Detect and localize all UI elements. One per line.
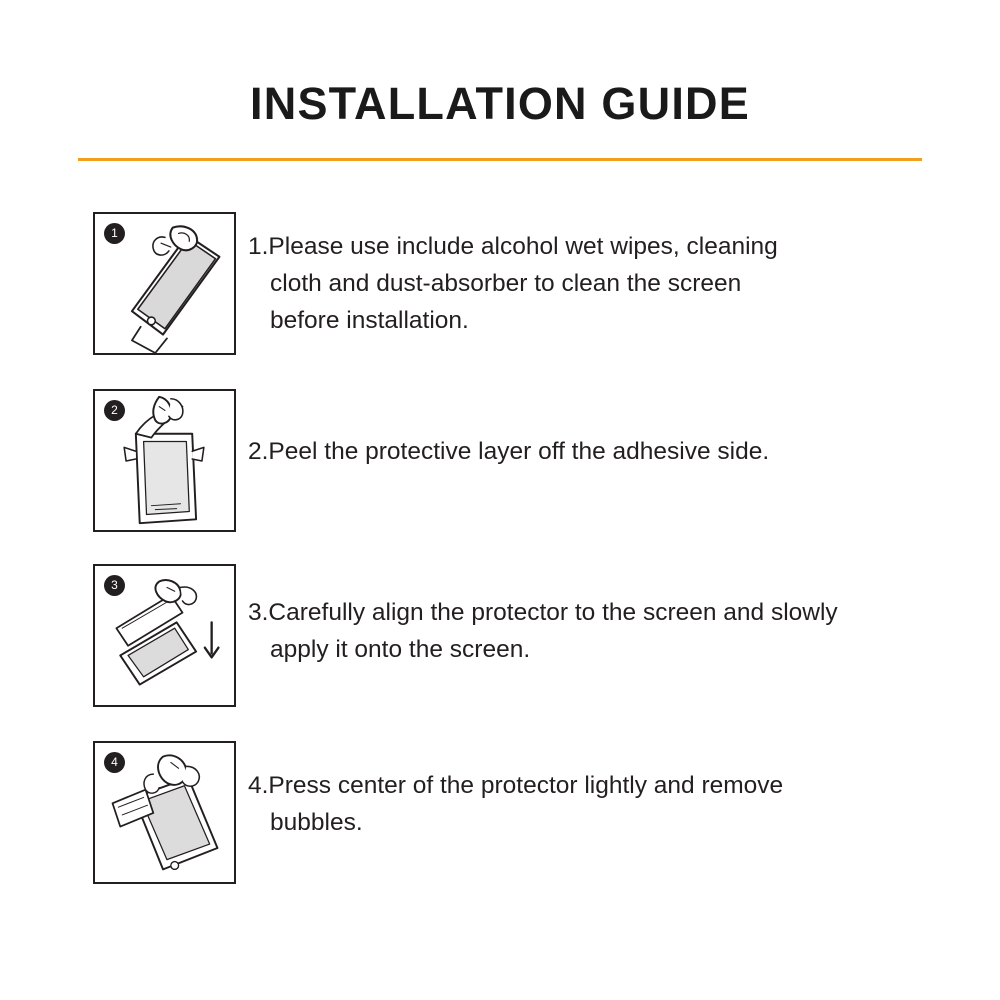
step-text-1 <box>236 212 1000 339</box>
page-title: INSTALLATION GUIDE <box>250 78 750 129</box>
list-item <box>0 564 1000 707</box>
list-item <box>0 212 1000 355</box>
step-line: 4.Press center of the protector lightly and remove <box>248 772 784 799</box>
step-badge: 3 <box>104 575 125 596</box>
step-line: 3.Carefully align the protector to the screen and slowly <box>248 599 838 626</box>
step-line: before installation. <box>270 307 469 334</box>
step-line: 2.Peel the protective layer off the adhesive side. <box>248 438 770 465</box>
list-item <box>0 389 1000 532</box>
step-badge: 1 <box>104 223 125 244</box>
steps-list <box>0 200 1000 884</box>
step-text-3 <box>236 564 1000 668</box>
step-illustration-4 <box>93 741 236 884</box>
step-illustration-3 <box>93 564 236 707</box>
step-illustration-1 <box>93 212 236 355</box>
step-illustration-2 <box>93 389 236 532</box>
step-line: apply it onto the screen. <box>270 636 531 663</box>
step-text-2 <box>236 389 1000 470</box>
step-line: 1.Please use include alcohol wet wipes, cleaning <box>248 233 778 260</box>
step-text-4 <box>236 741 1000 841</box>
list-item <box>0 741 1000 884</box>
step-badge: 2 <box>104 400 125 421</box>
step-line: bubbles. <box>270 809 363 836</box>
step-badge: 4 <box>104 752 125 773</box>
step-line: cloth and dust-absorber to clean the screen <box>270 270 742 297</box>
title-divider <box>78 158 922 161</box>
